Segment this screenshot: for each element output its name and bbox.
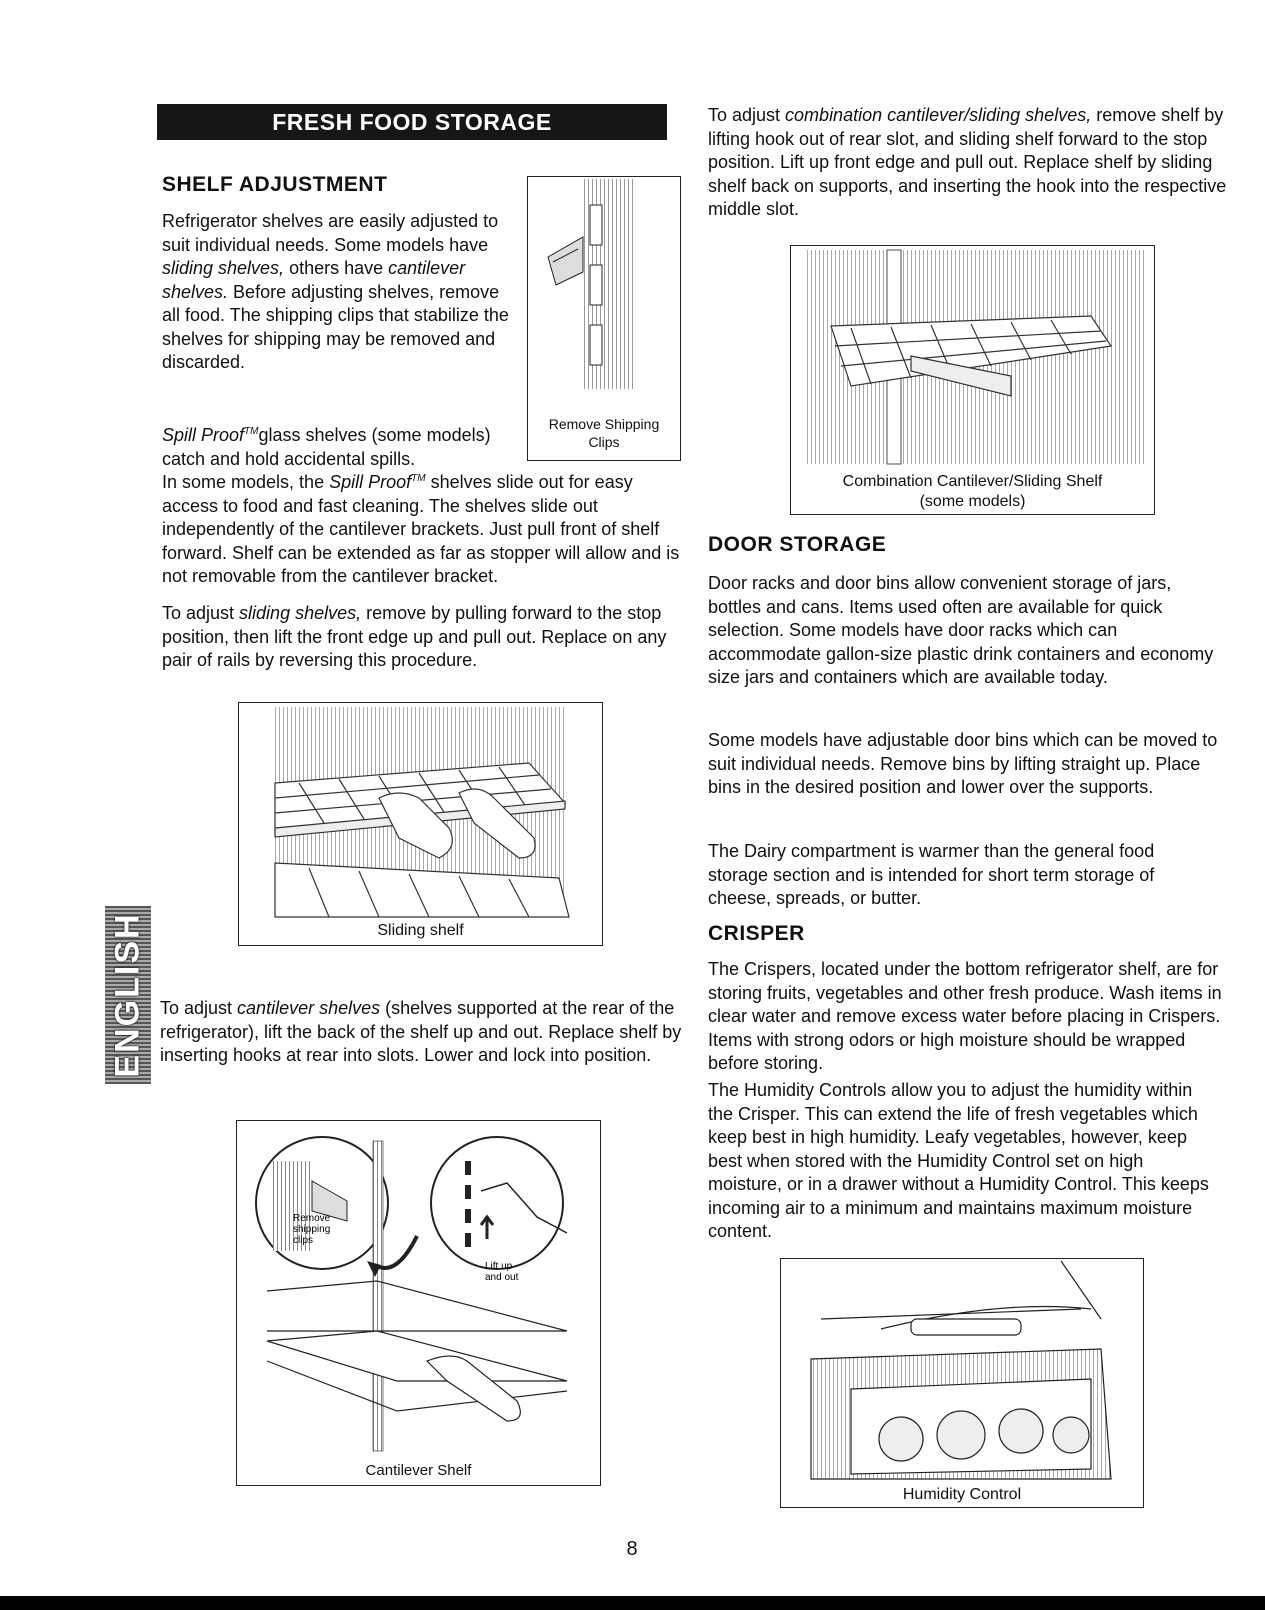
door-storage-heading: DOOR STORAGE xyxy=(708,533,887,556)
humidity-control-caption: Humidity Control xyxy=(902,1486,1022,1503)
page-number: 8 xyxy=(626,1538,638,1560)
language-tab xyxy=(105,906,151,1084)
shelf-adjustment-heading: SHELF ADJUSTMENT xyxy=(162,173,388,196)
sliding-shelves-paragraph: To adjust sliding shelves, remove by pulling forward to the stop position, then lift the front edge up and pull out. Replace on any pair of rails by reversing this procedure. xyxy=(162,603,667,670)
sliding-shelf-illustration xyxy=(239,703,601,921)
cantilever-shelf-figure xyxy=(236,1120,601,1486)
language-tab-label: ENGLISH xyxy=(108,912,147,1078)
bottom-edge-bar xyxy=(0,1596,1265,1610)
door-storage-paragraph-2: Some models have adjustable door bins which can be moved to suit individual needs. Remove bins by lifting straight up. Place bins in the desired position and lower over the supports. xyxy=(708,730,1218,797)
crisper-heading: CRISPER xyxy=(708,922,805,945)
cantilever-shelf-caption: Cantilever Shelf xyxy=(365,1462,472,1479)
combination-shelf-figure xyxy=(790,245,1155,515)
door-storage-paragraph-1: Door racks and door bins allow convenient storage of jars, bottles and cans. Items used often are available for quick selection. Some models have door racks which can accommodate gallon-size plastic drink containers and economy size jars and containers which are available today. xyxy=(708,573,1214,687)
lift-up-label-2: and out xyxy=(485,1272,519,1283)
cantilever-shelf-illustration xyxy=(237,1121,599,1459)
shipping-clips-caption: Remove Shipping Clips xyxy=(548,416,660,450)
sliding-shelf-figure xyxy=(238,702,603,946)
humidity-control-illustration xyxy=(781,1259,1142,1483)
section-banner: FRESH FOOD STORAGE xyxy=(157,104,667,140)
shipping-clips-figure xyxy=(527,176,681,461)
combination-shelf-illustration xyxy=(791,246,1153,468)
combination-shelf-caption: Combination Cantilever/Sliding Shelf (some models) xyxy=(842,473,1103,510)
remove-clips-label-2: shipping xyxy=(293,1224,331,1235)
door-storage-paragraph-3: The Dairy compartment is warmer than the general food storage section and is intended for short term storage of cheese, spreads, or butter. xyxy=(708,841,1155,908)
remove-clips-label-3: clips xyxy=(293,1235,314,1246)
remove-clips-label-1: Remove xyxy=(293,1213,331,1224)
humidity-control-figure xyxy=(780,1258,1144,1508)
spill-proof-paragraph: Spill Proof™glass shelves (some models) catch and hold accidental spills. xyxy=(162,425,491,469)
lift-up-label-1: Lift up xyxy=(485,1261,513,1272)
spill-proof-slide-paragraph: In some models, the Spill Proof™ shelves slide out for easy access to food and fast cleaning. The shelves slide out independently of the cantilever brackets. Just pull front of shelf forward. Shelf can be extended as far as stopper will allow and is not removable from the cantilever bracket. xyxy=(162,472,680,586)
crisper-paragraph-1: The Crispers, located under the bottom refrigerator shelf, are for storing fruits, vegetables and other fresh produce. Wash items in clear water and remove excess water before placing in Crispers. Items with strong odors or high moisture should be wrapped before storing. xyxy=(708,959,1222,1073)
shelf-adjustment-paragraph-1: Refrigerator shelves are easily adjusted to suit individual needs. Some models have sliding shelves, others have cantilever shelves. Before adjusting shelves, remove all food. The shipping clips that stabilize the shelves for shipping may be removed and discarded. xyxy=(162,211,509,372)
crisper-paragraph-2: The Humidity Controls allow you to adjust the humidity within the Crisper. This can extend the life of fresh vegetables which keep best in high humidity. Leafy vegetables, however, keep best when stored with the Humidity Control set on high moisture, or in a drawer without a Humidity Control. This keeps incoming air to a minimum and maintains maximum moisture content. xyxy=(708,1080,1209,1241)
cantilever-shelves-paragraph: To adjust cantilever shelves (shelves supported at the rear of the refrigerator), lift the back of the shelf up and out. Replace shelf by inserting hooks at rear into slots. Lower and lock into position. xyxy=(160,998,682,1065)
combination-shelves-paragraph: To adjust combination cantilever/sliding shelves, remove shelf by lifting hook out of rear slot, and sliding shelf forward to the stop position. Lift up front edge and pull out. Replace shelf by sliding shelf back on supports, and inserting the hook into the respective middle slot. xyxy=(708,105,1227,219)
sliding-shelf-caption: Sliding shelf xyxy=(377,922,464,939)
